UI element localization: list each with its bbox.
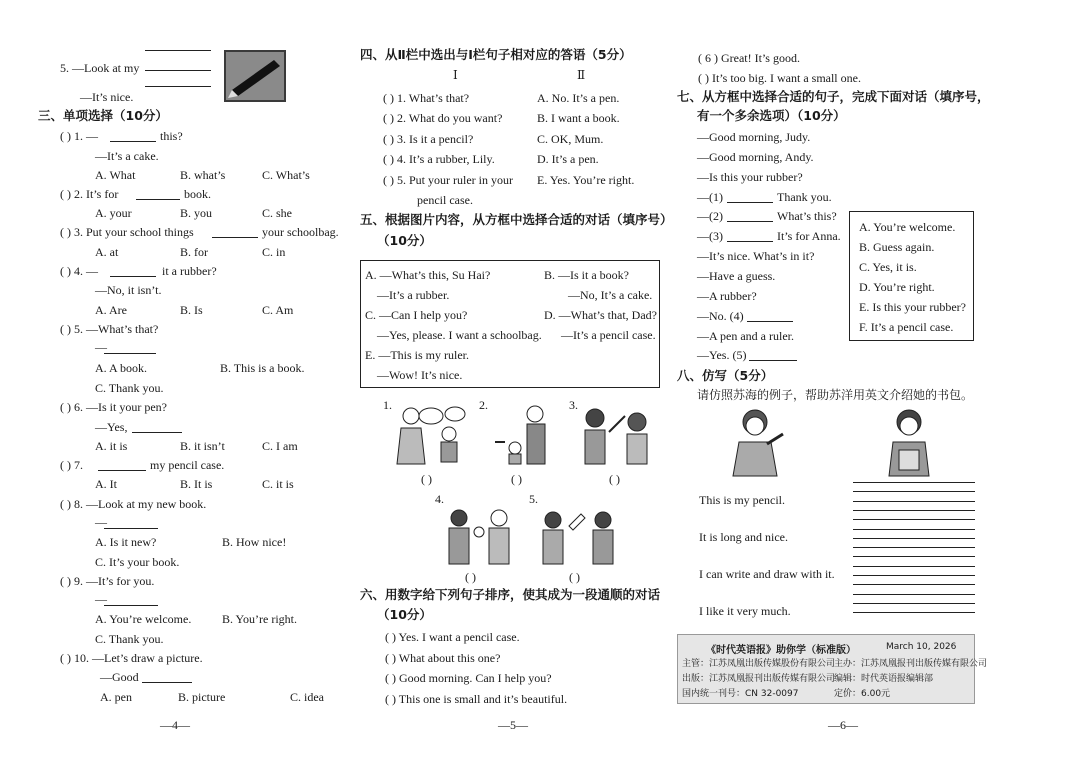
option-b[interactable]: B. It is [180,477,213,491]
mc-question-3: ( ) 3. Put your school things [60,225,194,239]
dialogue-c-line1: C. —Can I help you? [365,308,468,322]
su-hai-illustration [727,406,787,478]
answer-blank[interactable] [110,141,156,142]
mc-question-2-tail: book. [184,187,211,201]
option-b[interactable]: B. This is a book. [220,361,305,375]
mc-question-7: ( ) 7. [60,458,83,472]
section-7-title: 七、从方框中选择合适的句子，完成下面对话（填序号， [677,89,990,104]
answer-blank[interactable] [104,605,158,606]
footer-title: 《时代英语报》助你学（标准版） [706,645,856,656]
option-f: F. It’s a pencil case. [859,320,954,334]
section-5-score: （10分） [377,233,432,248]
option-a[interactable]: A. What [95,168,136,182]
answer-blank[interactable] [727,241,773,242]
answer-blank[interactable] [104,528,158,529]
match-left-5: ( ) 5. Put your ruler in your [383,173,513,187]
option-b[interactable]: B. picture [178,690,226,704]
footer-price: 定价：6.00元 [834,689,891,699]
writing-line[interactable] [853,510,975,511]
mc-question-1-reply: —It’s a cake. [95,149,159,163]
writing-line[interactable] [853,529,975,530]
dialogue-b-line2: —No, It’s a cake. [568,288,653,302]
answer-blank[interactable] [132,432,182,433]
q5-text: 5. —Look at my [60,61,140,75]
option-e: E. Is this your rubber? [859,300,966,314]
writing-line[interactable] [853,556,975,557]
answer-blank[interactable] [104,353,156,354]
answer-blank[interactable] [749,360,797,361]
option-b[interactable]: B. Is [180,303,203,317]
dialogue-blank-1-label: —(1) [697,190,723,204]
option-a[interactable]: A. it is [95,439,128,453]
match-left-4: ( ) 4. It’s a rubber, Lily. [383,152,495,166]
mc-question-10-reply: —Good [100,670,139,684]
answer-blank[interactable] [110,276,156,277]
mc-question-1-tail: this? [160,129,183,143]
dialogue-d-line2: —It’s a pencil case. [561,328,656,342]
option-c[interactable]: C. Thank you. [95,381,164,395]
writing-line[interactable] [853,491,975,492]
dialogue-d-line1: D. —What’s that, Dad? [544,308,657,322]
order-sentence-4: ( ) This one is small and it’s beautiful. [385,692,568,706]
answer-blank[interactable] [212,237,258,238]
example-sentence-1: This is my pencil. [699,493,785,507]
picture-4-illustration [443,506,519,566]
column-header-i: Ⅰ [453,68,458,82]
option-b[interactable]: B. for [180,245,208,259]
mc-question-1: ( ) 1. — [60,129,98,143]
dialogue-e-line1: E. —This is my ruler. [365,348,469,362]
match-right-c: C. OK, Mum. [537,132,604,146]
mc-question-2: ( ) 2. It’s for [60,187,119,201]
mc-question-4-reply: —No, it isn’t. [95,283,162,297]
mc-question-9: ( ) 9. —It’s for you. [60,574,155,588]
picture-label-3: 3. [569,398,578,412]
answer-line [145,50,211,51]
writing-line[interactable] [853,584,975,585]
mc-question-10: ( ) 10. —Let’s draw a picture. [60,651,203,665]
option-c: C. Yes, it is. [859,260,917,274]
column-middle [355,0,675,764]
picture-3-answer[interactable]: ( ) [609,472,620,486]
picture-label-1: 1. [383,398,392,412]
answer-blank[interactable] [98,470,146,471]
example-sentence-2: It is long and nice. [699,530,788,544]
option-a[interactable]: A. A book. [95,361,148,375]
option-c[interactable]: C. she [262,206,292,220]
option-c[interactable]: C. Thank you. [95,632,164,646]
mc-question-8: ( ) 8. —Look at my new book. [60,497,207,511]
page-number: —5— [498,718,528,732]
dialogue-blank-5-label: —Yes. (5) [697,348,747,362]
match-right-a: A. No. It’s a pen. [537,91,620,105]
match-right-b: B. I want a book. [537,111,620,125]
dialogue-line: —Good morning, Judy. [697,130,811,144]
writing-line[interactable] [853,501,975,502]
option-c[interactable]: C. in [262,245,286,259]
prev-sentence: ( ) It’s too big. I want a small one. [698,71,861,85]
answer-blank[interactable] [727,202,773,203]
option-c[interactable]: C. Am [262,303,294,317]
writing-line[interactable] [853,603,975,604]
dialogue-blank-3-tail: It’s for Anna. [777,229,841,243]
dialogue-blank-2-label: —(2) [697,209,723,223]
option-c[interactable]: C. I am [262,439,298,453]
dialogue-blank-4-label: —No. (4) [697,309,744,323]
picture-5-illustration [539,506,619,566]
section-4-title: 四、从Ⅱ栏中选出与Ⅰ栏句子相对应的答语（5分） [360,47,632,62]
picture-3-illustration [579,402,663,466]
option-a: A. You’re welcome. [859,220,956,234]
section-8-instruction: 请仿照苏海的例子，帮助苏洋用英文介绍她的书包。 [697,388,974,402]
picture-2-answer[interactable]: ( ) [511,472,522,486]
dialogue-line: —Is this your rubber? [697,170,803,184]
mc-question-7-tail: my pencil case. [150,458,225,472]
writing-line[interactable] [853,566,975,567]
footer-issn: 国内统一刊号：CN 32-0097 [682,689,799,699]
section-6-title: 六、用数字给下列句子排序，使其成为一段通顺的对话 [360,587,661,602]
footer-date: March 10, 2026 [886,642,957,652]
su-yang-illustration [879,406,939,478]
picture-label-2: 2. [479,398,488,412]
match-right-d: D. It’s a pen. [537,152,599,166]
answer-blank[interactable] [142,682,192,683]
dialogue-b-line1: B. —Is it a book? [544,268,629,282]
section-6-score: （10分） [377,607,432,622]
footer-supervisor: 主管：江苏凤凰出版传媒股份有限公司 [682,659,836,669]
pen-image [224,50,286,102]
mc-question-4-tail: it a rubber? [162,264,217,278]
order-sentence-1: ( ) Yes. I want a pencil case. [385,630,520,644]
column-right [675,0,1080,764]
section-7-title-cont: 有一个多余选项）（10分） [697,108,846,123]
option-a[interactable]: A. It [95,477,117,491]
writing-line[interactable] [853,612,975,613]
picture-4-answer[interactable]: ( ) [465,570,476,584]
footer-publisher: 出版：江苏凤凰报刊出版传媒有限公司 [682,674,836,684]
picture-2-illustration [491,402,561,466]
answer-blank[interactable] [747,321,793,322]
section-8-title: 八、仿写（5分） [677,368,774,383]
option-b[interactable]: B. you [180,206,213,220]
q5-answer: —It’s nice. [80,90,134,104]
column-left [0,0,350,764]
option-c[interactable]: C. It’s your book. [95,555,180,569]
match-left-5-cont: pencil case. [417,193,473,207]
publication-footer [677,634,988,704]
option-b[interactable]: B. what’s [180,168,226,182]
dialogue-line: —Have a guess. [697,269,776,283]
option-d: D. You’re right. [859,280,935,294]
option-c[interactable]: C. it is [262,477,294,491]
match-left-1: ( ) 1. What’s that? [383,91,470,105]
match-left-2: ( ) 2. What do you want? [383,111,503,125]
writing-line[interactable] [853,482,975,483]
picture-label-4: 4. [435,492,444,506]
option-a[interactable]: A. pen [100,690,132,704]
dialogue-e-line2: —Wow! It’s nice. [377,368,463,382]
footer-editor: 编辑：时代英语报编辑部 [834,674,934,684]
mc-question-9-reply: — [95,592,107,606]
option-a[interactable]: A. Is it new? [95,535,157,549]
option-b[interactable]: B. How nice! [222,535,287,549]
option-a[interactable]: A. You’re welcome. [95,612,192,626]
prev-answer-6: ( 6 ) Great! It’s good. [698,51,800,65]
writing-line[interactable] [853,547,975,548]
mc-question-5-reply: — [95,340,107,354]
dialogue-blank-3-label: —(3) [697,229,723,243]
dialogue-blank-2-tail: What’s this? [777,209,837,223]
dialogue-line: —Good morning, Andy. [697,150,814,164]
dialogue-a-line1: A. —What’s this, Su Hai? [365,268,491,282]
dialogue-a-line2: —It’s a rubber. [377,288,450,302]
section-3-title: 三、单项选择（10分） [38,108,168,123]
writing-line[interactable] [853,594,975,595]
answer-blank[interactable] [136,199,180,200]
answer-line [145,86,211,87]
picture-label-5: 5. [529,492,538,506]
dialogue-line: —A rubber? [697,289,757,303]
mc-question-6: ( ) 6. —Is it your pen? [60,400,167,414]
mc-question-6-reply: —Yes, [95,420,128,434]
option-c[interactable]: C. What’s [262,168,310,182]
option-a[interactable]: A. at [95,245,119,259]
option-b[interactable]: B. it isn’t [180,439,225,453]
section-5-title: 五、根据图片内容，从方框中选择合适的对话（填序号） [360,212,673,227]
picture-1-illustration [391,402,469,466]
footer-sponsor: 主办：江苏凤凰报刊出版传媒有限公司 [834,659,988,669]
dialogue-line: —A pen and a ruler. [697,329,794,343]
match-right-e: E. Yes. You’re right. [537,173,635,187]
mc-question-4: ( ) 4. — [60,264,98,278]
dialogue-blank-1-tail: Thank you. [777,190,832,204]
dialogue-c-line2: —Yes, please. I want a schoolbag. [377,328,542,342]
option-b[interactable]: B. You’re right. [222,612,298,626]
picture-5-answer[interactable]: ( ) [569,570,580,584]
picture-1-answer[interactable]: ( ) [421,472,432,486]
example-sentence-4: I like it very much. [699,604,791,618]
option-b: B. Guess again. [859,240,935,254]
column-header-ii: Ⅱ [577,68,586,82]
answer-blank[interactable] [727,221,773,222]
example-sentence-3: I can write and draw with it. [699,567,835,581]
option-c[interactable]: C. idea [290,690,324,704]
order-sentence-3: ( ) Good morning. Can I help you? [385,671,552,685]
match-left-3: ( ) 3. Is it a pencil? [383,132,474,146]
writing-line[interactable] [853,538,975,539]
option-a[interactable]: A. Are [95,303,127,317]
page-number: —6— [828,718,858,732]
mc-question-3-tail: your schoolbag. [262,225,339,239]
order-sentence-2: ( ) What about this one? [385,651,501,665]
page-number: —4— [160,718,190,732]
writing-line[interactable] [853,575,975,576]
mc-question-8-reply: — [95,515,107,529]
answer-line [145,70,211,71]
option-a[interactable]: A. your [95,206,132,220]
dialogue-line: —It’s nice. What’s in it? [697,249,815,263]
mc-question-5: ( ) 5. —What’s that? [60,322,159,336]
writing-line[interactable] [853,519,975,520]
